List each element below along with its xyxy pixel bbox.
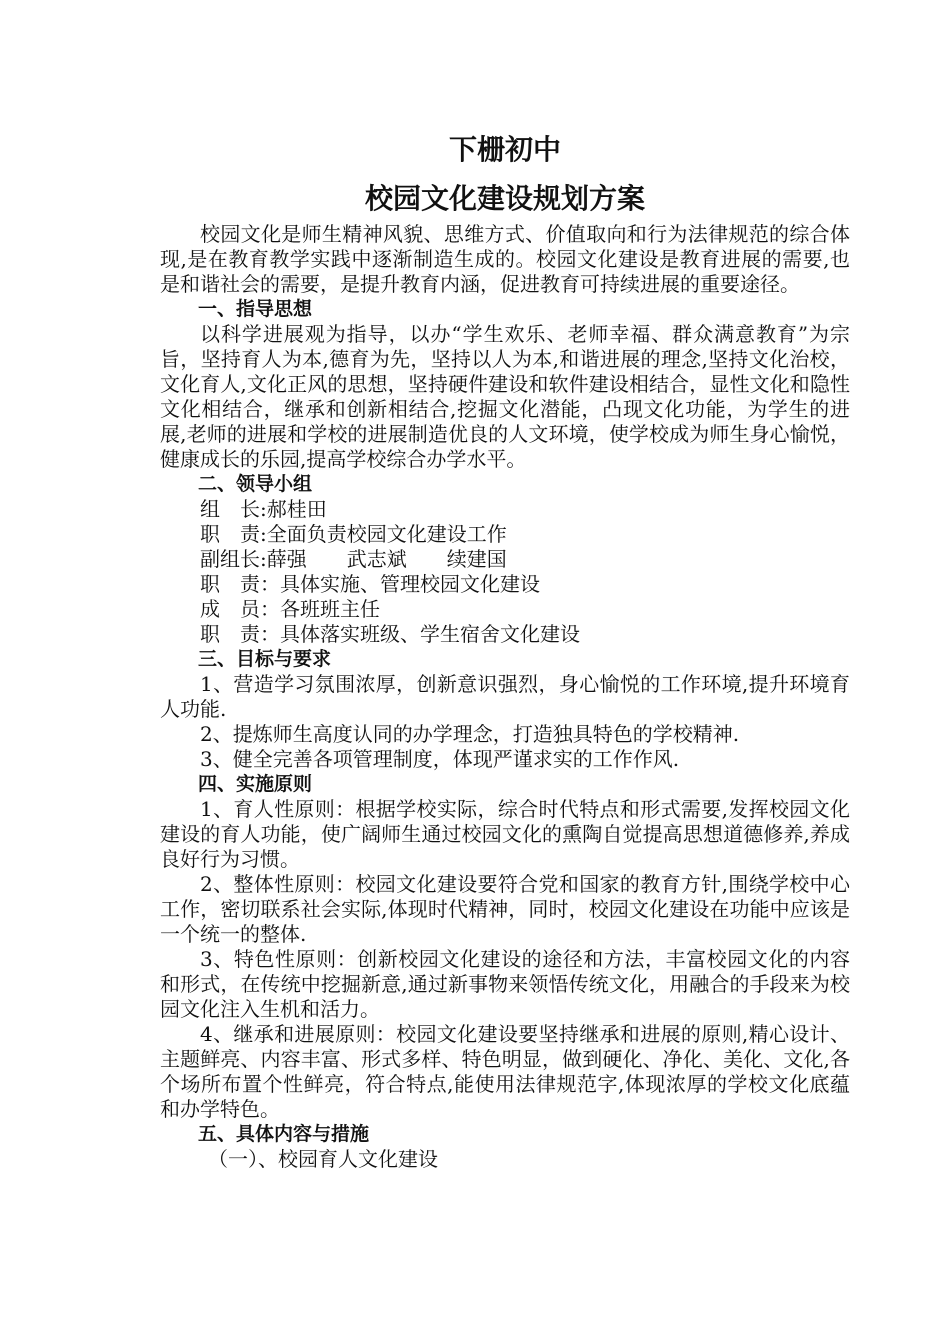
- document-body: [160, 222, 850, 1172]
- leadership-line: 副组长:薛强 武志斌 续建国: [200, 547, 507, 571]
- leadership-line: 职 责：具体落实班级、学生宿舍文化建设: [200, 622, 580, 646]
- document-title-school: 下栅初中: [448, 133, 561, 166]
- leadership-line: 职 责:全面负责校园文化建设工作: [200, 522, 507, 546]
- leadership-line: 成 员：各班班主任: [200, 597, 380, 621]
- intro-paragraph: 校园文化是师生精神风貌、思维方式、价值取向和行为法律规范的综合体现,是在教育教学实践中逐渐制造生成的。校园文化建设是教育进展的需要,也是和谐社会的需要，是提升教育内涵，促进教育可持续进展的重要途径。: [160, 222, 850, 296]
- principle-item: 2、整体性原则：校园文化建设要符合党和国家的教育方针,围绕学校中心工作，密切联系社会实际,体现时代精神，同时，校园文化建设在功能中应该是一个统一的整体.: [160, 872, 850, 946]
- goal-item: 3、健全完善各项管理制度，体现严谨求实的工作作风.: [200, 747, 680, 771]
- goal-item: 2、提炼师生高度认同的办学理念，打造独具特色的学校精神.: [200, 722, 740, 746]
- guiding-ideology-paragraph: 以科学进展观为指导，以办“学生欢乐、老师幸福、群众满意教育”为宗旨，坚持育人为本,德育为先，坚持以人为本,和谐进展的理念,坚持文化治校，文化育人,文化正风的思想，坚持硬件建设和软件建设相结合，显性文化和隐性文化相结合，继承和创新相结合,挖掘文化潜能，凸现文化功能，为学生的进展,老师的进展和学校的进展制造优良的人文环境，使学校成为师生身心愉悦，健康成长的乐园,提高学校综合办学水平。: [160, 322, 850, 471]
- section-heading-principles: 四、实施原则: [198, 773, 313, 795]
- principle-item: 4、继承和进展原则：校园文化建设要坚持继承和进展的原则,精心设计、主题鲜亮、内容丰富、形式多样、特色明显，做到硬化、净化、美化、文化,各个场所布置个性鲜亮，符合特点,能使用法律规范字,体现浓厚的学校文化底蕴和办学特色。: [160, 1022, 850, 1121]
- document-title-plan: 校园文化建设规划方案: [364, 182, 645, 215]
- leadership-line: 组 长:郝桂田: [200, 497, 327, 521]
- principle-item: 1、育人性原则：根据学校实际，综合时代特点和形式需要,发挥校园文化建设的育人功能，使广阔师生通过校园文化的熏陶自觉提高思想道德修养,养成良好行为习惯。: [160, 797, 850, 871]
- section-heading-guiding-ideology: 一、指导思想: [198, 298, 313, 320]
- section-heading-goals: 三、目标与要求: [198, 648, 332, 670]
- subsection-heading: （一）、校园育人文化建设: [208, 1147, 438, 1171]
- section-heading-leadership-group: 二、领导小组: [198, 473, 313, 495]
- principle-item: 3、特色性原则：创新校园文化建设的途径和方法，丰富校园文化的内容和形式，在传统中挖掘新意,通过新事物来领悟传统文化，用融合的手段来为校园文化注入生机和活力。: [160, 947, 850, 1021]
- goal-item: 1、营造学习氛围浓厚，创新意识强烈，身心愉悦的工作环境,提升环境育人功能.: [160, 672, 850, 721]
- section-heading-measures: 五、具体内容与措施: [198, 1123, 370, 1145]
- leadership-line: 职 责：具体实施、管理校园文化建设: [200, 572, 540, 596]
